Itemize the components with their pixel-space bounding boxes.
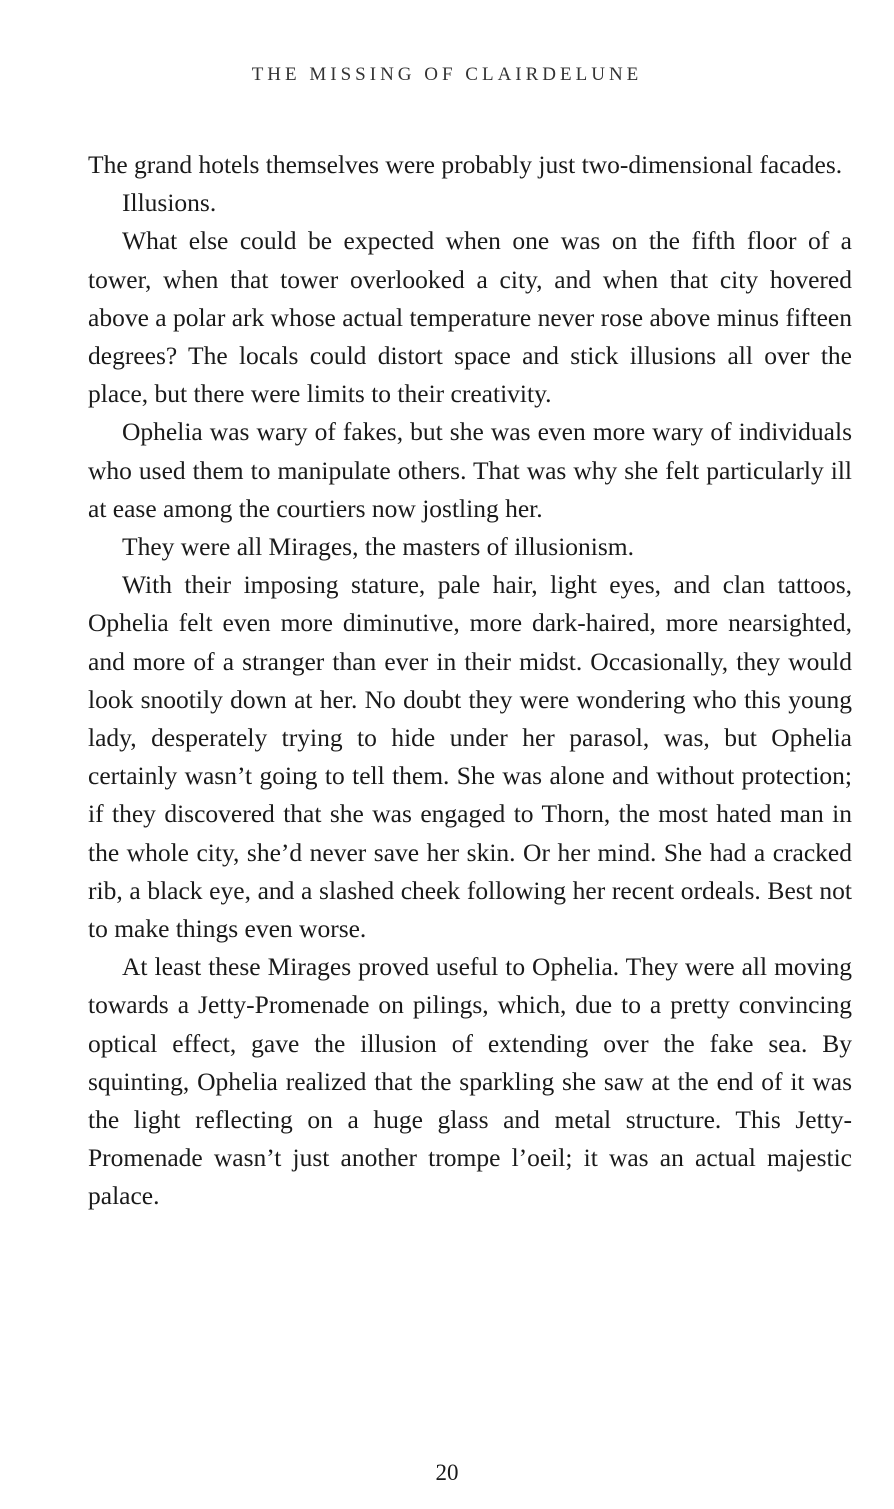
running-head: THE MISSING OF CLAIRDELUNE [251, 64, 643, 85]
paragraph: What else could be expected when one was on the fifth floor of a tower, when that tower overlooked a city, and when that city hovered above a polar ark whose actual temperature never rose above minus fifteen degrees? The locals could distort space and stick illusions all over the place, but there were limits to their creativity. [88, 226, 852, 409]
paragraph: With their imposing stature, pale hair, light eyes, and clan tattoos, Ophelia felt even more diminutive, more dark-haired, more nearsighted, and more of a stranger than ever in their midst. Occasionally, they would look snootily down at her. No doubt they were wondering who this young lady, desperately trying to hide under her parasol, was, but Ophelia certainly wasn’t going to tell them. She was alone and without protection; if they discovered that she was engaged to Thorn, the most hated man in the whole city, she’d never save her skin. Or her mind. She had a cracked rib, a black eye, and a slashed cheek following her recent ordeals. Best not to make things even worse. [88, 570, 852, 944]
paragraph: Ophelia was wary of fakes, but she was even more wary of individuals who used them to manipulate others. That was why she felt particularly ill at ease among the courtiers now jostling her. [88, 417, 852, 523]
paragraph: They were all Mirages, the masters of illusionism. [122, 532, 635, 562]
paragraph: Illusions. [122, 188, 217, 218]
paragraph: At least these Mirages proved useful to Ophelia. They were all moving towards a Jetty-Promenade on pilings, which, due to a pretty convincing optical effect, gave the illusion of extending over the fake sea. By squinting, Ophelia realized that the sparkling she saw at the end of it was the light reflecting on a huge glass and metal structure. This Jetty-Promenade wasn’t just another trompe l’oeil; it was an actual majestic palace. [88, 952, 852, 1211]
page-number: 20 [435, 1460, 459, 1485]
paragraph: The grand hotels themselves were probably just two-dimensional facades. [88, 150, 843, 179]
body-text [88, 146, 852, 1216]
